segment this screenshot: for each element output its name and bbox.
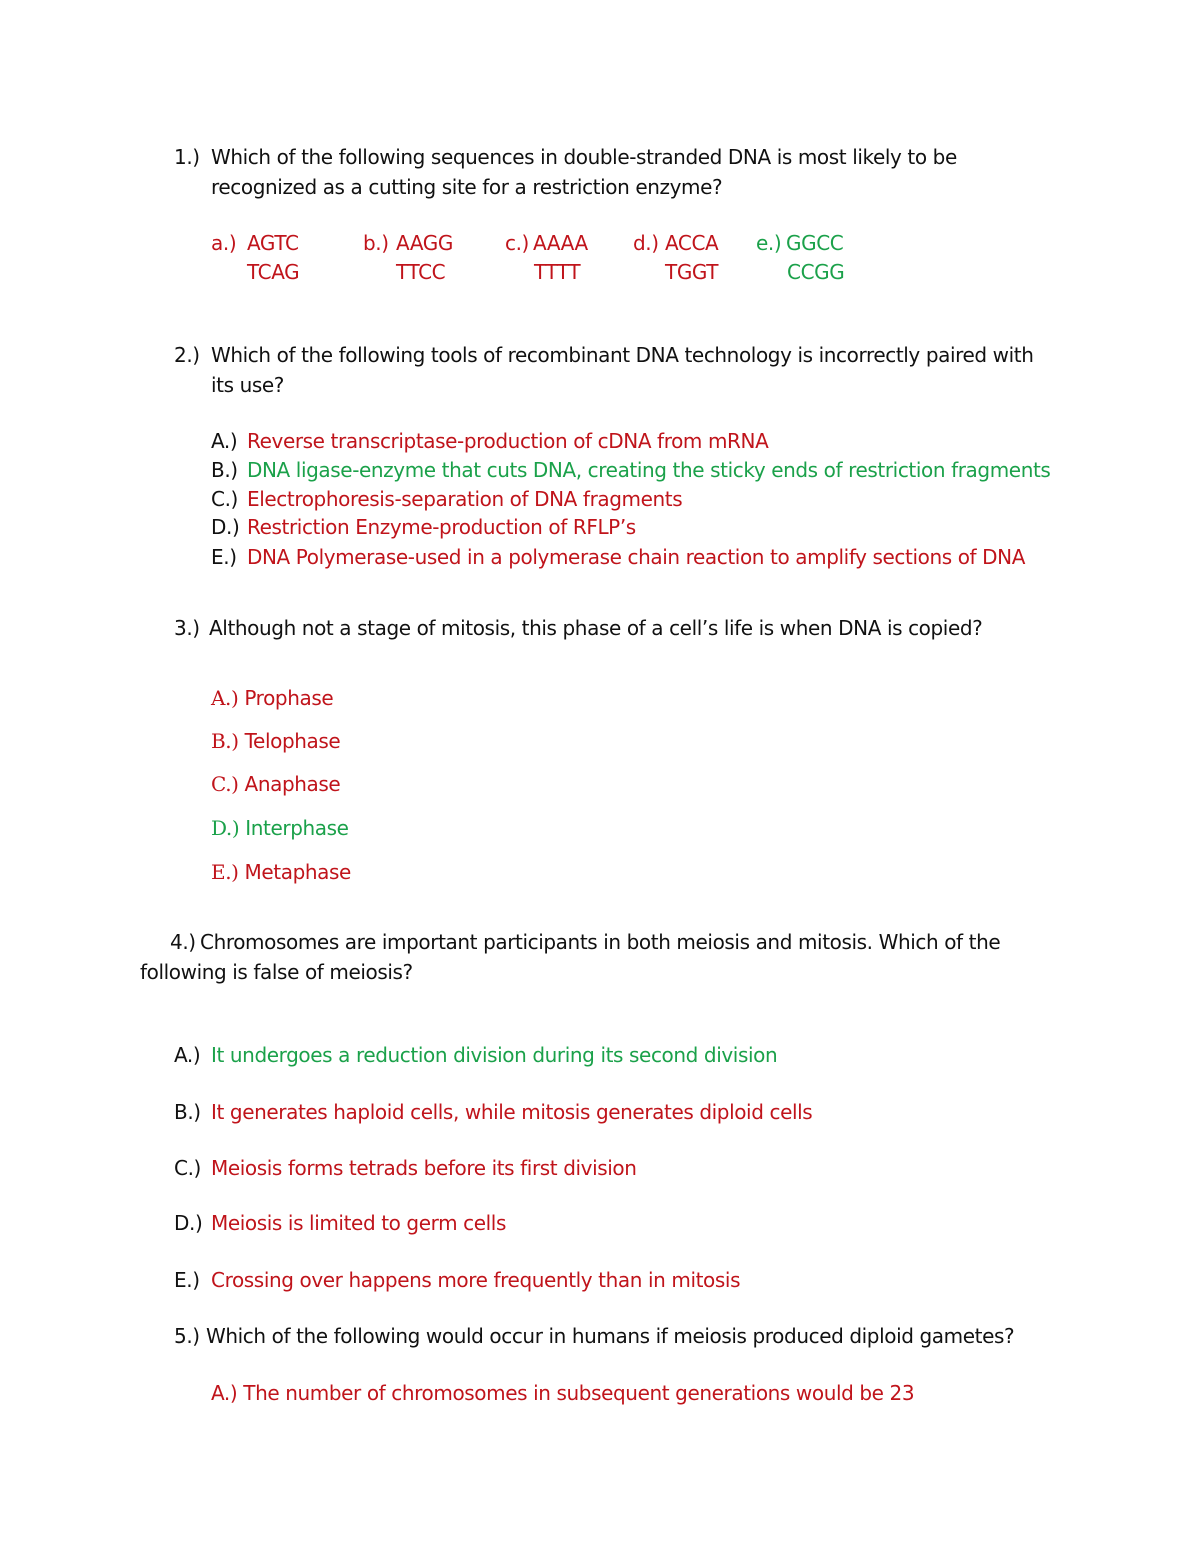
q2-option-c-text: Electrophoresis-separation of DNA fragments (247, 487, 683, 511)
q2-option-d-text: Restriction Enzyme-production of RFLP’s (247, 515, 636, 539)
q3-option-c (211, 771, 340, 797)
q1-option-e-bottom: CCGG (787, 260, 845, 284)
q3-option-a-label: A.) (211, 686, 239, 710)
q1-option-b-label: b.) (363, 231, 389, 255)
q2-number: 2.) (174, 343, 200, 367)
q5-number: 5.) (174, 1324, 200, 1348)
q4-option-d-label: D.) (174, 1211, 203, 1235)
q4-text-line1: Chromosomes are important participants in both meiosis and mitosis. Which of the (200, 930, 1001, 954)
q2-option-a-text: Reverse transcriptase-production of cDNA from mRNA (247, 429, 769, 453)
q3-option-c-text: Anaphase (244, 772, 341, 796)
q2-option-c-label: C.) (211, 487, 238, 511)
q1-option-c-bottom: TTTT (534, 260, 581, 284)
q1-option-e-label: e.) (756, 231, 782, 255)
q1-option-d-bottom: TGGT (665, 260, 719, 284)
q3-number: 3.) (174, 616, 200, 640)
q3-option-a-text: Prophase (244, 686, 334, 710)
q1-text-line2: recognized as a cutting site for a restriction enzyme? (211, 175, 723, 199)
q3-option-d-label: D.) (211, 816, 240, 840)
q3-option-e-label: E.) (211, 860, 239, 884)
q2-option-e-text: DNA Polymerase-used in a polymerase chain reaction to amplify sections of DNA (247, 545, 1025, 569)
q1-option-d-label: d.) (633, 231, 659, 255)
q2-option-b-text: DNA ligase-enzyme that cuts DNA, creating the sticky ends of restriction fragments (247, 458, 1051, 482)
q1-option-a-bottom: TCAG (247, 260, 300, 284)
q3-option-b-label: B.) (211, 729, 239, 753)
q4-option-a-text: It undergoes a reduction division during its second division (211, 1043, 778, 1067)
q4-option-b-label: B.) (174, 1100, 201, 1124)
q4-option-e-text: Crossing over happens more frequently than in mitosis (211, 1268, 741, 1292)
q5-option-a-label: A.) (211, 1381, 238, 1405)
q3-option-b-text: Telophase (244, 729, 341, 753)
q1-option-a-top: AGTC (247, 231, 299, 255)
q1-option-b-top: AAGG (396, 231, 453, 255)
q3-option-d (211, 815, 349, 841)
q4-number: 4.) (170, 930, 196, 954)
q2-option-e-label: E.) (211, 545, 237, 569)
q3-option-c-label: C.) (211, 772, 239, 796)
q4-option-b-text: It generates haploid cells, while mitosis generates diploid cells (211, 1100, 813, 1124)
q4-option-d-text: Meiosis is limited to germ cells (211, 1211, 506, 1235)
q4-option-c-text: Meiosis forms tetrads before its first division (211, 1156, 637, 1180)
q2-option-b-label: B.) (211, 458, 238, 482)
q4-option-e-label: E.) (174, 1268, 200, 1292)
q1-number: 1.) (174, 145, 200, 169)
q2-option-a-label: A.) (211, 429, 238, 453)
q4-text-line2: following is false of meiosis? (140, 960, 413, 984)
q2-option-d-label: D.) (211, 515, 240, 539)
q3-option-e-text: Metaphase (244, 860, 351, 884)
q3-option-b (211, 728, 340, 754)
q3-option-d-text: Interphase (245, 816, 349, 840)
q2-text-line2: its use? (211, 373, 284, 397)
q4-option-a-label: A.) (174, 1043, 201, 1067)
q3-text-line1: Although not a stage of mitosis, this phase of a cell’s life is when DNA is copied? (209, 616, 983, 640)
q3-option-e (211, 859, 351, 885)
q5-option-a-text: The number of chromosomes in subsequent generations would be 23 (243, 1381, 915, 1405)
q2-text-line1: Which of the following tools of recombinant DNA technology is incorrectly paired with (211, 343, 1034, 367)
q1-option-a-label: a.) (211, 231, 237, 255)
q1-option-d-top: ACCA (665, 231, 719, 255)
q1-option-c-top: AAAA (533, 231, 588, 255)
q1-text-line1: Which of the following sequences in double-stranded DNA is most likely to be (211, 145, 957, 169)
q4-option-c-label: C.) (174, 1156, 201, 1180)
q3-option-a (211, 685, 333, 711)
q1-option-b-bottom: TTCC (396, 260, 446, 284)
q1-option-c-label: c.) (505, 231, 529, 255)
q5-option-a (211, 1380, 914, 1406)
q5-text-line1: Which of the following would occur in humans if meiosis produced diploid gametes? (206, 1324, 1015, 1348)
q1-option-e-top: GGCC (786, 231, 844, 255)
